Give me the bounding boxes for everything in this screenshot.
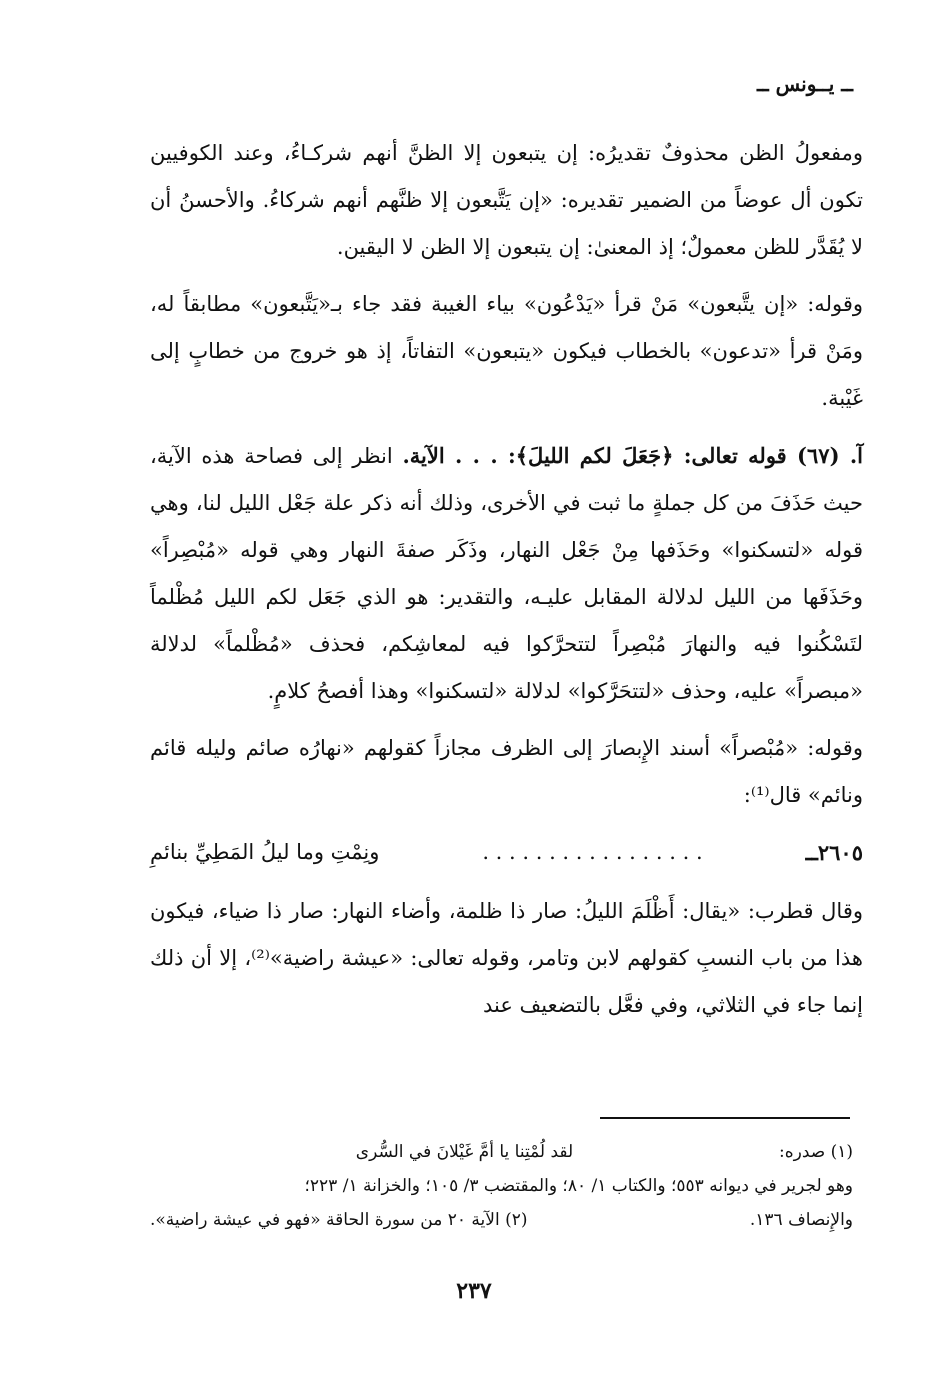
body-text xyxy=(150,130,863,1039)
footnote-1-source-end: والإِنصاف ١٣٦. xyxy=(749,1210,853,1230)
quote-number: ٢٦٠٥ــ xyxy=(805,840,863,865)
page-number: ٢٣٧ xyxy=(456,1278,492,1304)
paragraph-5: وقال قطرب: «يقال: أَظْلَمَ الليلُ: صار ذا ظلمة، وأضاء النهار: صار ذا ضياء، فيكون هذا من باب النسبِ كقولهم لابن وتامر، وقوله تعالى: «عيشة راضية»⁽²⁾، إلا أن ذلك إنما جاء في الثلاثي، وفي فعَّل بالتضعيف عند xyxy=(150,899,863,1017)
paragraph-4: وقوله: «مُبْصراً» أسند الإِبصارَ إلى الظرف مجازاً كقولهم «نهارُه صائم وليله قائم ونائم» قال⁽¹⁾: xyxy=(150,736,863,807)
paragraph-2: وقوله: «إن يتَّبعون» مَنْ قرأ «يَدْعُون» بياء الغيبة فقد جاء بـ«يَتَّبعون» مطابقاً له، ومَنْ قرأ «تدعون» بالخطاب فيكون «يتبعون» التفاتاً، إذ هو خروج من خطابٍ إلى غَيْبة. xyxy=(150,292,863,410)
footnote-row-2 xyxy=(150,1203,853,1237)
footnote-2: (٢) الآية ٢٠ من سورة الحاقة «فهو في عيشة راضية». xyxy=(150,1210,528,1230)
footnotes xyxy=(150,1135,853,1237)
footnote-1-label: (١) صدره: xyxy=(778,1142,853,1162)
paragraph-3 xyxy=(150,432,863,715)
footnote-separator xyxy=(600,1117,850,1119)
poetry-quote xyxy=(150,829,863,876)
paragraph-3-text: انظر إلى فصاحة هذه الآية، حيث حَذَفَ من كل جملةٍ ما ثبت في الأخرى، وذلك أنه ذكر علة جَعْل الليل لنا، وهي قوله «لتسكنوا» وحَذَفها مِنْ جَعْل النهار، وذَكَر صفةَ النهار وهي قوله «مُبْصِراً» وحَذَفَها من الليل لدلالة المقابل عليـه، والتقدير: هو الذي جَعَل لكم الليل مُظْلماً لتَسْكُنوا فيه والنهارَ مُبْصِراً لتتحرَّكوا فيه لمعاشِكم، فحذف «مُظْلماً» لدلالة «مبصراً» عليه، وحذف «لتتحَرَّكوا» لدلالة «لتسكنوا» وهذا أفصحُ كلامٍ. xyxy=(150,444,863,703)
footnote-1-source: وهو لجرير في ديوانه ٥٥٣؛ والكتاب ١/ ٨٠؛ والمقتضب ٣/ ١٠٥؛ والخزانة ١/ ٢٢٣؛ xyxy=(304,1176,853,1196)
running-header: ــ يــونس ــ xyxy=(756,72,853,96)
verse-heading: آ. (٦٧) قوله تعالى: ﴿جَعَلَ لكم الليلَ﴾: . . . الآية. xyxy=(402,443,863,468)
quote-verse: ونِمْتِ وما ليلُ المَطِيِّ بنائمِ xyxy=(150,840,380,864)
paragraph-1: ومفعولُ الظن محذوفٌ تقديرُه: إن يتبعون إلا الظنَّ أنهم شركـاءُ، وعند الكوفيين تكون أل عوضاً من الضمير تقديره: «إن يَتَّبعون إلا ظنَّهم أنهم شركاءُ. والأحسنُ أن لا يُقَدَّر للظن معمولٌ؛ إذ المعنىٰ: إن يتبعون إلا الظن لا اليقين. xyxy=(150,141,863,259)
footnote-1-verse: لقد لُمْتِنا يا أمَّ غَيْلانَ في السُّرى xyxy=(355,1142,574,1162)
footnote-1-row xyxy=(150,1135,853,1169)
quote-dots: . . . . . . . . . . . . . . . . . xyxy=(482,840,703,864)
